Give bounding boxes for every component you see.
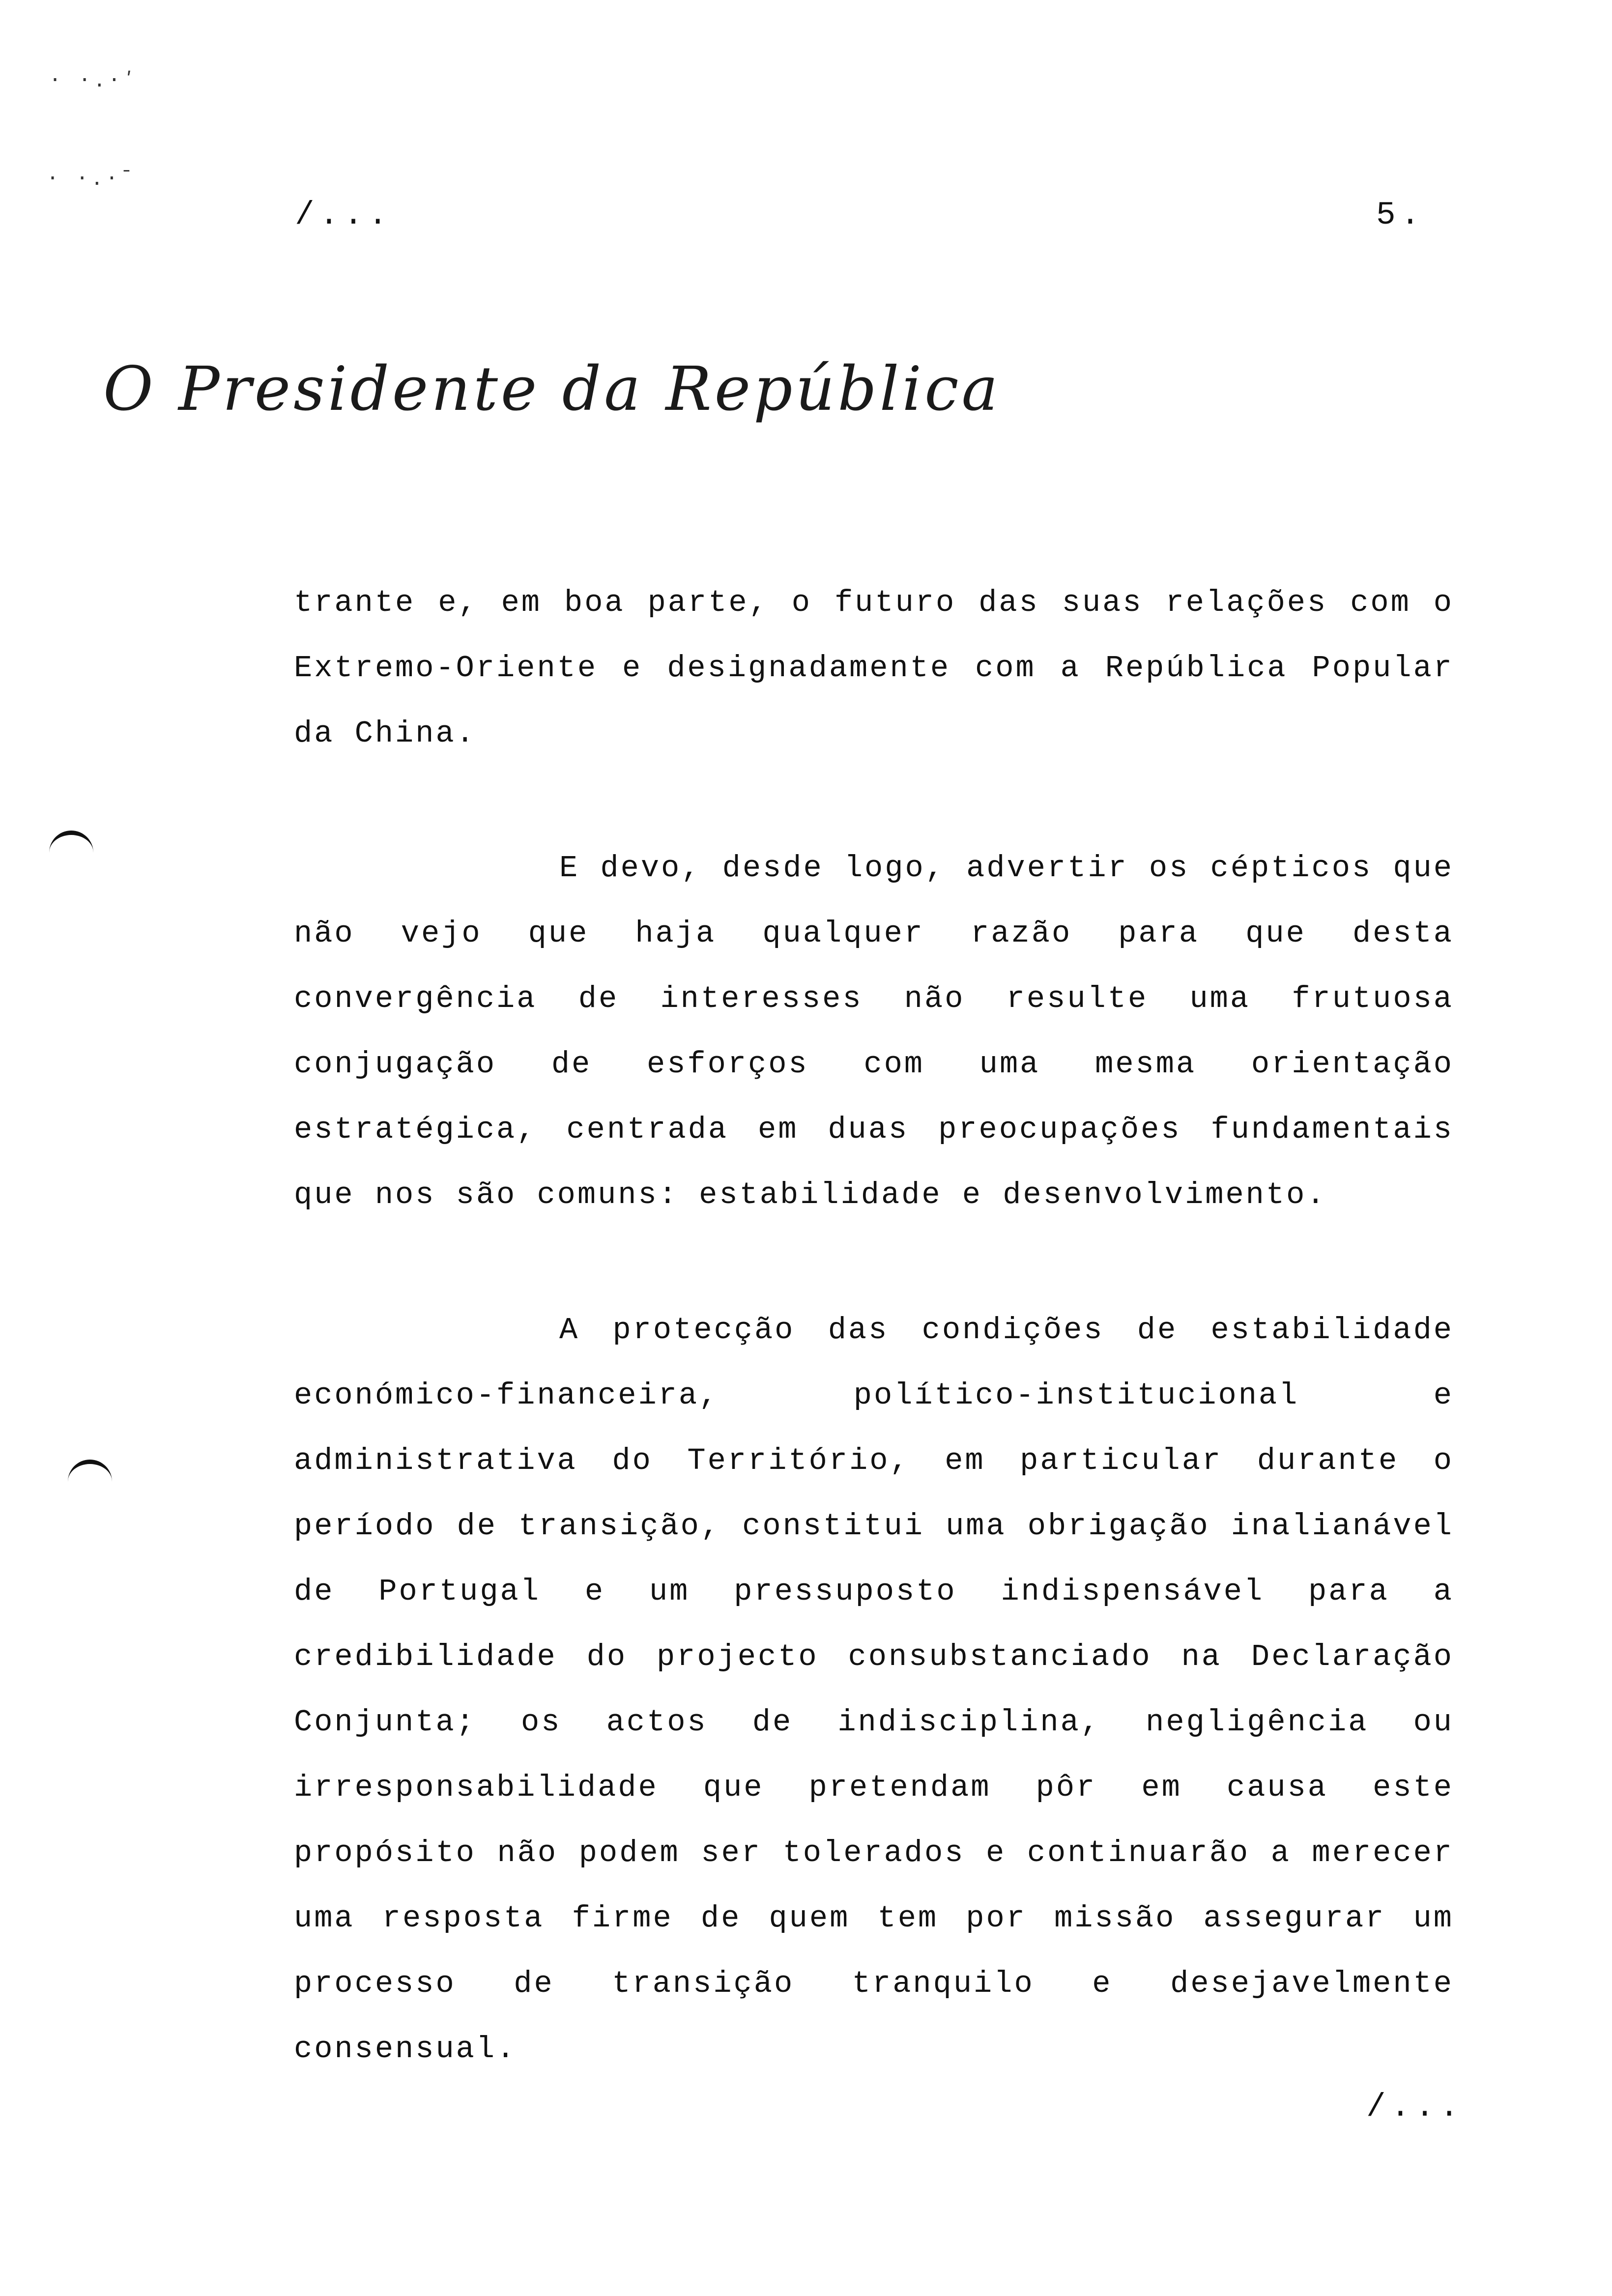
body-paragraph: A protecção das condições de estabilidade económico-financeira, político-institucional e administrativa do Território, em particular durante o período de transição, constitui uma obrigação inalianável de Portugal e um pressuposto indispensável para a credibilidade do projecto consubstanciado na Declaração Conjunta; os actos de indisciplina, negligência ou irresponsabilidade que pretendam pôr em causa este propósito não podem ser tolerados e continuarão a merecer uma resposta firme de quem tem por missão assegurar um processo de transição tranquilo e desejavelmente consensual.: [294, 1313, 1454, 2066]
scan-artifact: · ·.·ʹ: [49, 69, 138, 91]
letterhead-title: O Presidente da República: [103, 354, 1001, 425]
punch-hole-mark: [49, 831, 93, 860]
footer-continuation-marker: /...: [1366, 2089, 1464, 2125]
punch-hole-mark: [68, 1460, 112, 1489]
page-number: 5.: [1376, 197, 1425, 233]
header-continuation-marker: /...: [295, 197, 393, 233]
body-paragraph: E devo, desde logo, advertir os cépticos que não vejo que haja qualquer razão para que desta convergência de interesses não resulte uma frutuosa conjugação de esforços com uma mesma orientação estratégica, centrada em duas preocupações fundamentais que nos são comuns: estabilidade e desenvolvimento.: [294, 851, 1454, 1212]
scan-artifact: · ·.·ˉ: [47, 167, 136, 190]
body-paragraph: trante e, em boa parte, o futuro das suas relações com o Extremo-Oriente e designadamente com a República Popular da China.: [294, 585, 1454, 751]
